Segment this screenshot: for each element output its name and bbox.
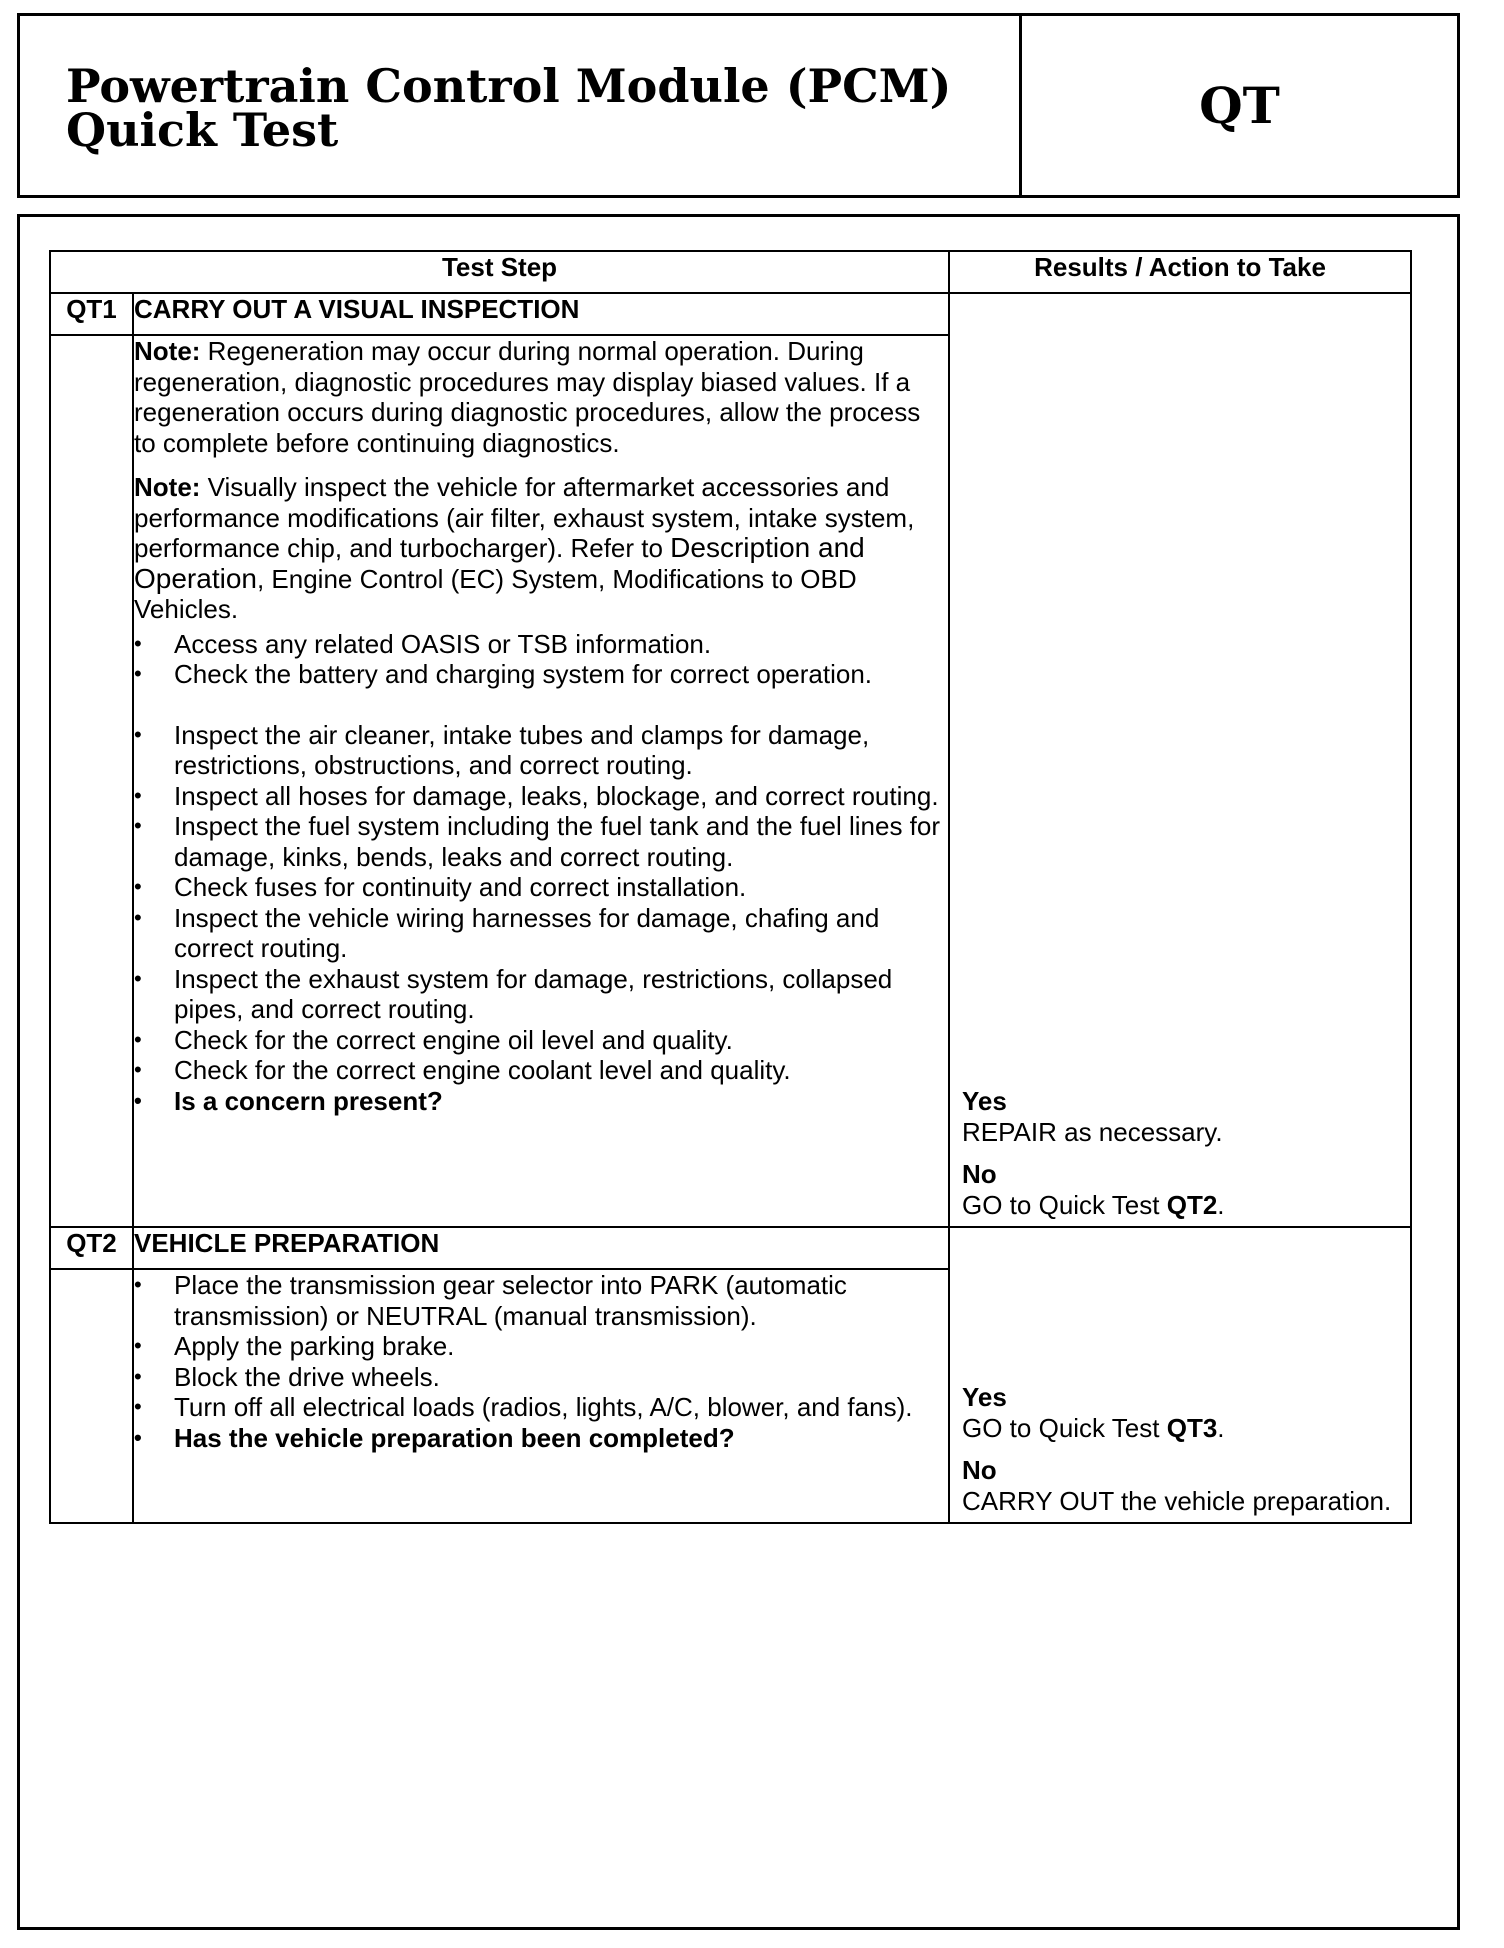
- no-action: CARRY OUT the vehicle preparation.: [962, 1485, 1392, 1516]
- note-regeneration: Note: Regeneration may occur during normal operation. During regeneration, diagnostic procedures may display biased values. If a regeneration occurs during diagnostic procedures, allow the process to complete before continuing diagnostics.: [134, 336, 921, 458]
- list-item: • Inspect the fuel system including the fuel tank and the fuel lines for damage, kinks, bends, leaks and correct routing.: [134, 811, 948, 872]
- reference-link[interactable]: Description and Operation: [134, 532, 865, 594]
- table-header-row: [50, 251, 1411, 293]
- step-content: [133, 1269, 949, 1523]
- step-question: • Is a concern present?: [134, 1086, 948, 1117]
- document-header: [17, 13, 1460, 198]
- col-header-results: Results / Action to Take: [949, 251, 1411, 293]
- step-link-qt3[interactable]: QT3: [1166, 1412, 1218, 1443]
- note-aftermarket: Note: Visually inspect the vehicle for aftermarket accessories and performance modifications (air filter, exhaust system, intake system, performance chip, and turbocharger). Refer to Description and Operation, Engine Control (EC) System, Modifications to OBD Vehicles.: [134, 472, 915, 624]
- step-id: QT1: [50, 293, 133, 335]
- list-item: • Apply the parking brake.: [134, 1331, 948, 1362]
- title-line-2: Quick Test: [66, 103, 339, 157]
- step-question: • Has the vehicle preparation been completed?: [134, 1423, 948, 1454]
- list-item: • Inspect the air cleaner, intake tubes and clamps for damage, restrictions, obstructions, and correct routing.: [134, 720, 948, 781]
- step-title: CARRY OUT A VISUAL INSPECTION: [133, 293, 949, 335]
- yes-action: REPAIR as necessary.: [962, 1116, 1223, 1147]
- step-id: QT2: [50, 1227, 133, 1269]
- step-result-cell: [949, 293, 1411, 1227]
- section-code: QT: [1199, 76, 1280, 135]
- step-link-qt2[interactable]: QT2: [1166, 1189, 1218, 1220]
- step-title-row: [50, 293, 1411, 335]
- yes-label: Yes: [962, 1382, 1007, 1412]
- list-item: • Check for the correct engine coolant level and quality.: [134, 1055, 948, 1086]
- no-label: No: [962, 1159, 997, 1189]
- step-id-blank: [50, 1269, 133, 1523]
- list-item: • Place the transmission gear selector into PARK (automatic transmission) or NEUTRAL (manual transmission).: [134, 1270, 948, 1331]
- step-result-cell: [949, 1227, 1411, 1523]
- test-step-table: [49, 250, 1412, 1524]
- list-item: • Check the battery and charging system for correct operation.: [134, 659, 948, 690]
- list-item: • Inspect the exhaust system for damage, restrictions, collapsed pipes, and correct routing.: [134, 964, 948, 1025]
- list-item: • Inspect all hoses for damage, leaks, blockage, and correct routing.: [134, 781, 948, 812]
- inspection-list-a: [134, 629, 948, 690]
- title-line-1: Powertrain Control Module (PCM): [66, 59, 952, 113]
- result-block: [962, 1382, 1398, 1516]
- list-item: • Turn off all electrical loads (radios, lights, A/C, blower, and fans).: [134, 1392, 948, 1423]
- result-block: [962, 1086, 1398, 1220]
- list-item: • Check fuses for continuity and correct installation.: [134, 872, 948, 903]
- step-title-row: [50, 1227, 1411, 1269]
- yes-action: GO to Quick Test QT3.: [962, 1412, 1225, 1443]
- step-title: VEHICLE PREPARATION: [133, 1227, 949, 1269]
- list-item: • Access any related OASIS or TSB information.: [134, 629, 948, 660]
- preparation-list: [134, 1270, 948, 1453]
- no-label: No: [962, 1455, 997, 1485]
- col-header-test-step: Test Step: [50, 251, 949, 293]
- step-id-blank: [50, 335, 133, 1227]
- page-title: [20, 16, 1022, 195]
- no-action: GO to Quick Test QT2.: [962, 1189, 1225, 1220]
- yes-label: Yes: [962, 1086, 1007, 1116]
- step-content: [133, 335, 949, 1227]
- list-item: • Block the drive wheels.: [134, 1362, 948, 1393]
- list-item: • Check for the correct engine oil level and quality.: [134, 1025, 948, 1056]
- inspection-list-b: [134, 720, 948, 1117]
- list-item: • Inspect the vehicle wiring harnesses for damage, chafing and correct routing.: [134, 903, 948, 964]
